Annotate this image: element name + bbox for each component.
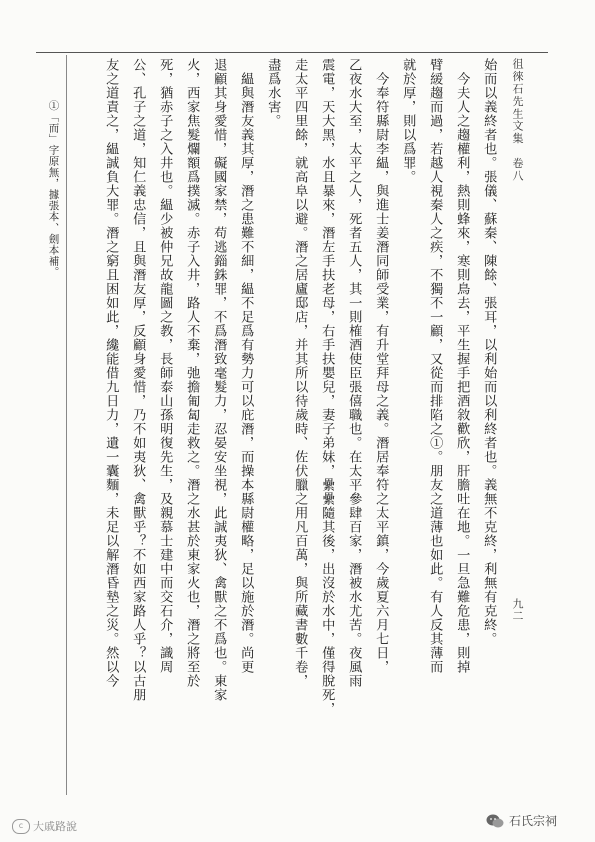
text-column-7: 震電，天大黑，水且暴來，潛左手扶老母，右手扶嬰兒，妻子弟妹，纍纍隨其後，出沒於水中，僅得脫死，	[319, 58, 335, 716]
text-column-10: 緼與潛友義其厚，潛之患難不細，緼不足爲有勢力可以庇潛，而操本縣尉權略，足以施於潛。尚更	[238, 58, 254, 674]
text-column-14: 公、孔子之道，知仁義忠信，且與潛友厚，反顧身愛惜，乃不如夷狄、禽獸乎？不如西家路人乎？以古朋	[130, 58, 146, 702]
text-column-3: 臂緩趨而過，若越人視秦人之疾，不獨不一顧，又從而排陷之①。朋友之道薄也如此。有人反其薄而	[427, 58, 443, 674]
text-column-4: 就於厚，則以爲罪。	[400, 58, 416, 184]
text-column-1: 始而以義終者也。張儀、蘇秦、陳餘、張耳，以利始而以利終者也。義無不克終，利無有克終。	[481, 58, 497, 646]
text-column-2: 今夫人之趨權利，熱則蜂來，寒則鳥去，平生握手把酒敘歡欣，肝膽吐在地。一旦急難危患，則掉	[454, 58, 470, 674]
text-column-12: 火，西家焦髮爛額爲撲滅。赤子入井，路人不棄，弛擔匍匐走救之。潛之水甚於東家火也，潛之將至於	[184, 58, 200, 688]
text-column-8: 走太平四里餘，就高阜以避。潛之居廬邸店，并其所以待歲時、佐伏臘之用凡百萬，與所藏書數千卷，	[292, 58, 308, 688]
text-column-11: 退顧其身愛惜，礙國家禁，苟逃錙銖罪，不爲潛致毫髮力，忍晏安坐視，此誠夷狄、禽獸之不爲也。東家	[211, 58, 227, 702]
footnote-rule	[66, 55, 67, 795]
text-column-5: 今奉符縣尉李緼，與進士姜潛同師受業，有升堂拜母之義。潛居奉符之太平鎮，今歲夏六月七日，	[373, 58, 389, 674]
watermark-left	[12, 818, 77, 834]
wechat-icon	[486, 813, 504, 829]
watermark-left-text: 大戚路說	[33, 820, 77, 833]
text-column-6: 乙夜水大至，太平之人，死者五人，其一則榷酒使臣張僖職也。在太平參肆百家，潛被水尤苦。夜風雨	[346, 58, 362, 688]
header-rule	[36, 52, 548, 53]
watermark-right	[486, 812, 557, 829]
text-column-13: 死，猶赤子之入井也。緼少被仲兄故龍圖之教，長師泰山孫明復先生，及親慕士建中而交石介，識周	[157, 58, 173, 674]
watermark-right-text: 石氏宗祠	[509, 814, 558, 828]
page-number: 九二	[511, 598, 524, 622]
running-header: 徂徠石先生文集 卷八	[511, 58, 524, 182]
footnote: ①「而」字原無，據張本、劍本補。	[47, 100, 60, 278]
text-column-9: 盡爲水害。	[265, 58, 281, 128]
text-column-15: 友之道責之，緼誠負大罪。潛之窮且困如此，纔能借九日力，遺一囊麵，未足以解潛昏墊之災。然以今	[103, 58, 119, 688]
watermark-logo-icon: c	[12, 819, 30, 834]
